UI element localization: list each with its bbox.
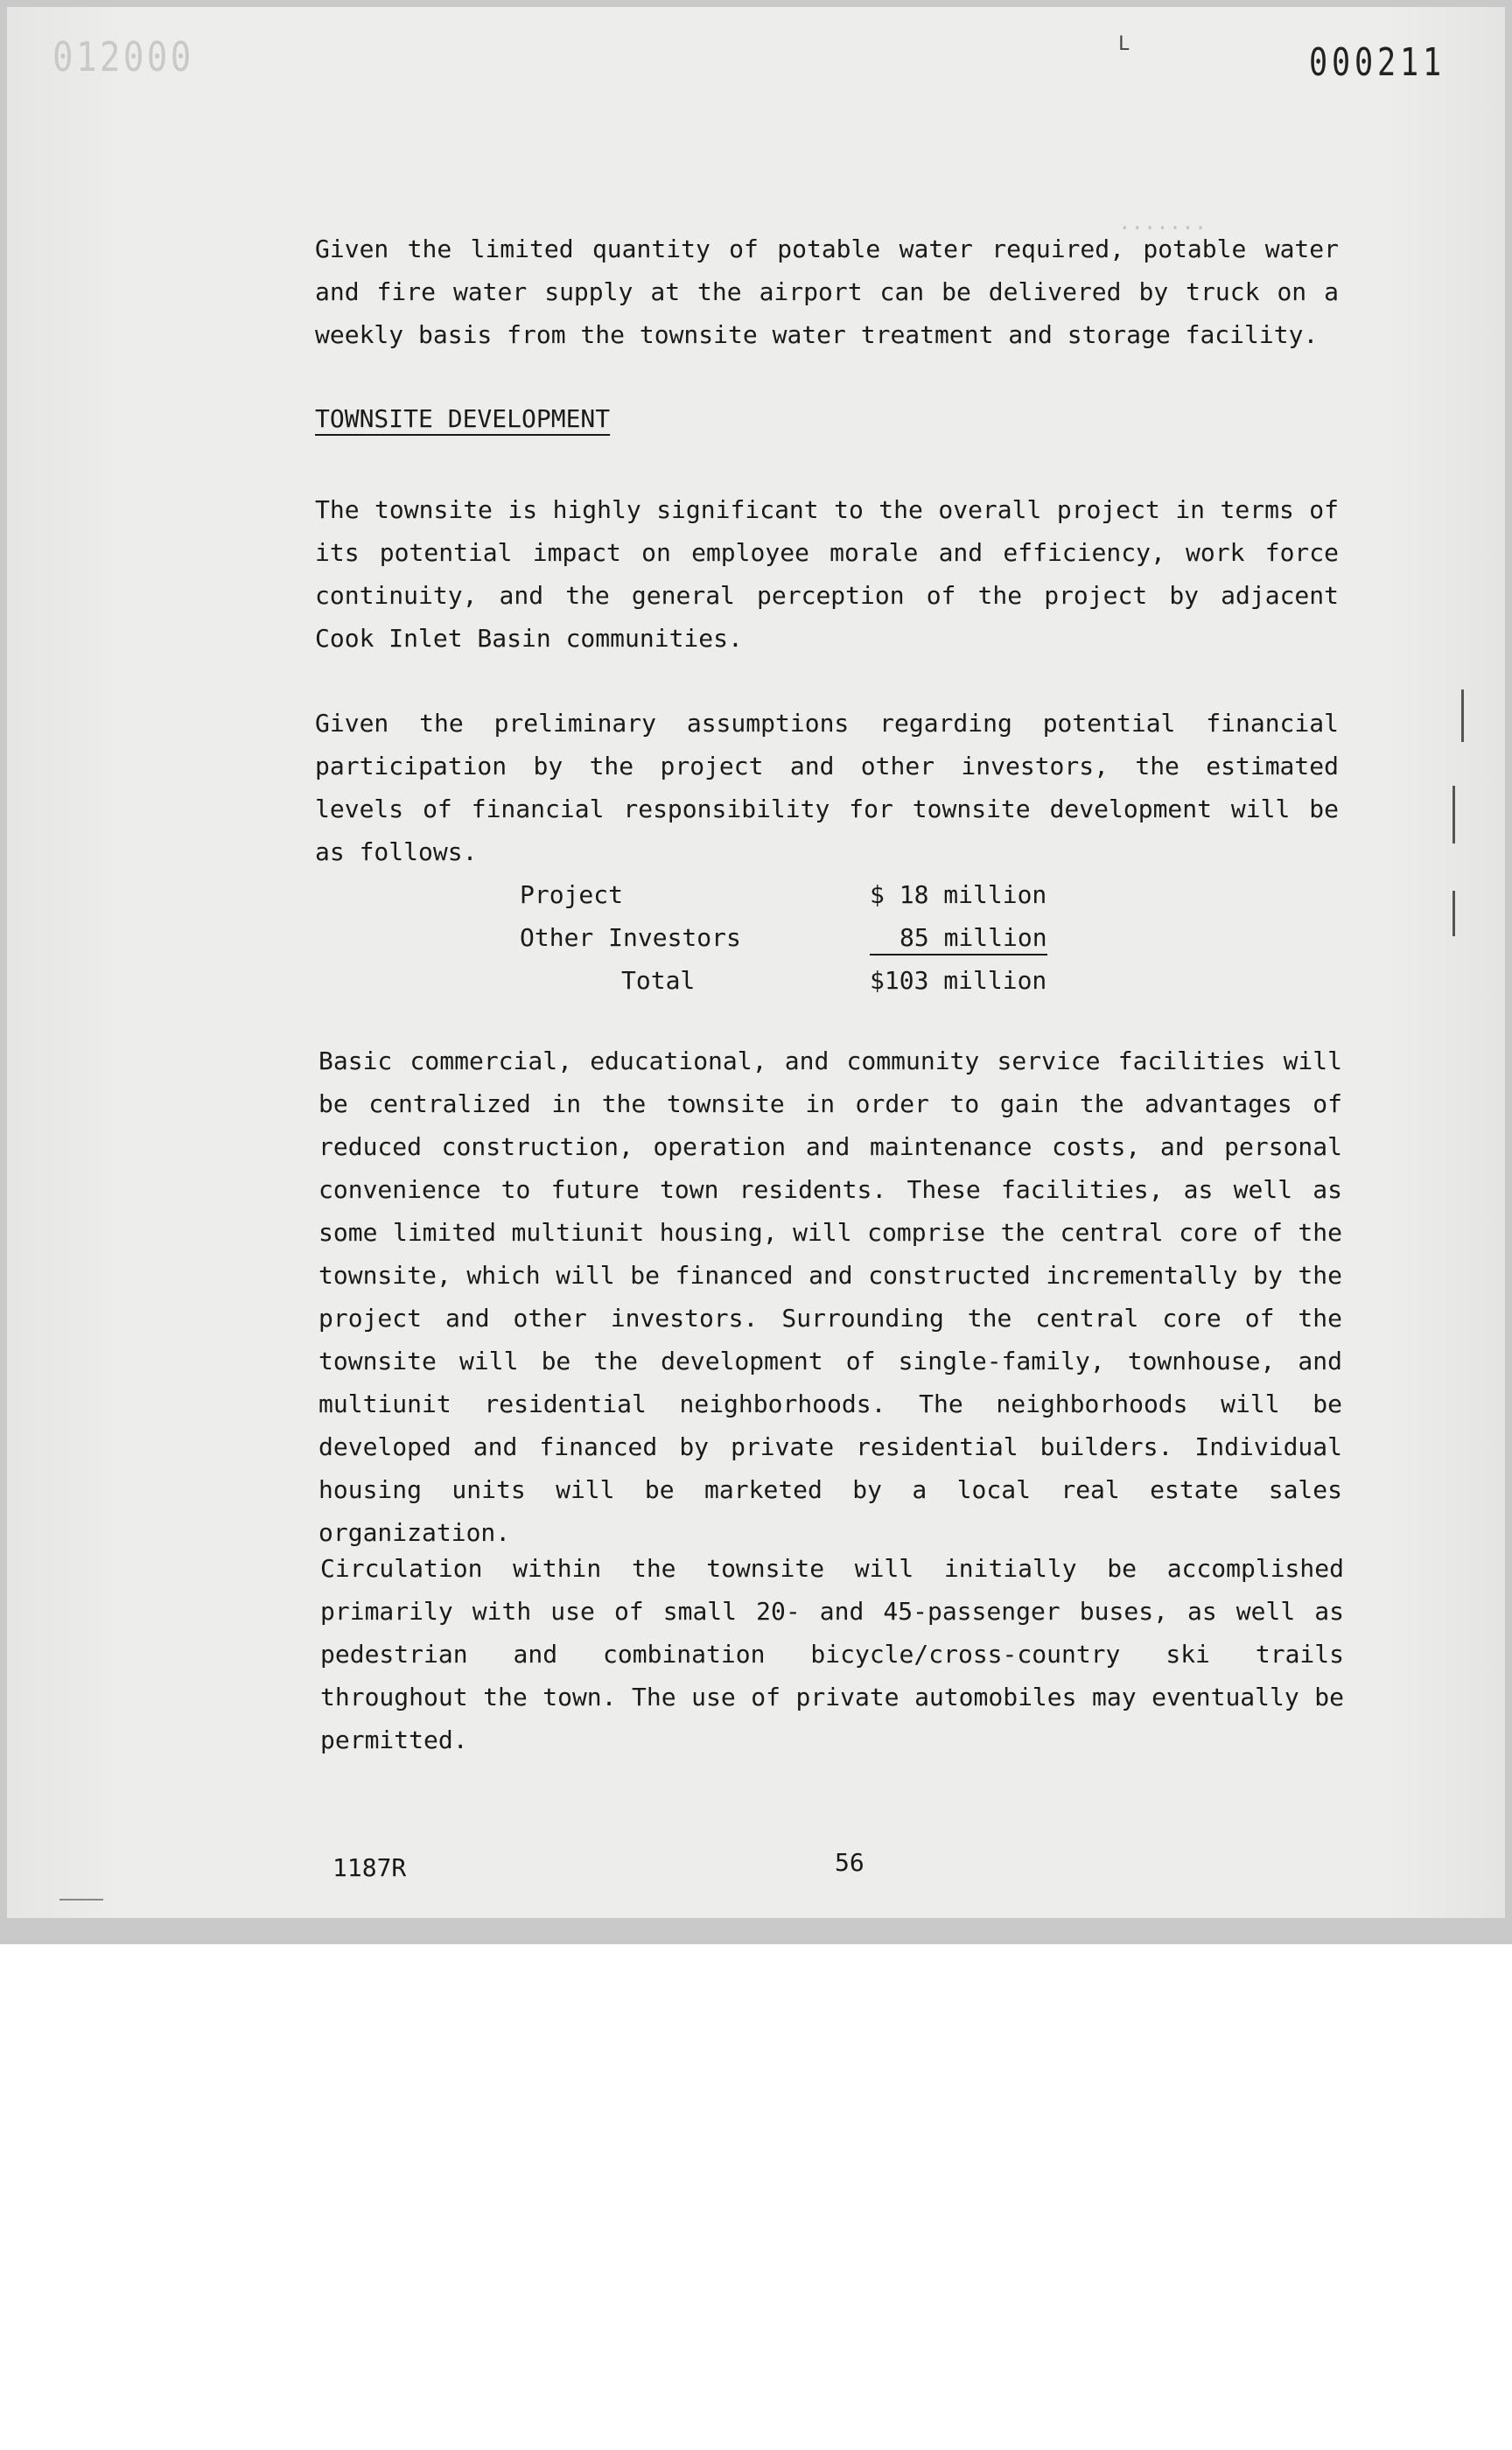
row-label: Total: [621, 966, 696, 995]
table-row: [520, 873, 1071, 916]
corner-mark: L: [1118, 33, 1130, 55]
row-amount: [870, 916, 1071, 959]
section-heading: TOWNSITE DEVELOPMENT: [315, 404, 611, 433]
paragraph-circulation: Circulation within the townsite will initially be accomplished primarily with use of small 20- and 45-passenger buses, as well as pedestrian and combination bicycle/cross-country ski trails throughout the town. The use of private automobiles may eventually be permitted.: [320, 1554, 1344, 1754]
stamp-page-number: 000211: [1309, 40, 1446, 85]
row-label: Other Investors: [520, 923, 741, 952]
footer-page-number: 56: [835, 1848, 864, 1877]
row-label: Project: [520, 880, 624, 909]
footer-document-code: 1187R: [332, 1853, 407, 1882]
faded-stamp-number: 012000: [52, 33, 194, 80]
margin-mark: [1461, 690, 1464, 742]
row-amount-value: 85 million: [870, 923, 1047, 956]
document-page: [7, 7, 1505, 1918]
table-row: [520, 916, 1071, 959]
margin-mark: [60, 1899, 103, 1900]
margin-mark: [1452, 891, 1455, 936]
table-row: [520, 959, 1071, 1002]
margin-mark: [1452, 786, 1455, 844]
paragraph-facilities: Basic commercial, educational, and community service facilities will be centralized in the townsite in order to gain the advantages of reduced construction, operation and maintenance costs, and personal convenience to future town residents. These facilities, as well as some limited multiunit housing, will comprise the central core of the townsite, which will be financed and constructed incrementally by the project and other investors. Surrounding the central core of the townsite will be the development of single-family, townhouse, and multiunit residential neighborhoods. The neighborhoods will be developed and financed by private residential builders. Individual housing units will be marketed by a local real estate sales organization.: [318, 1046, 1342, 1547]
financing-table: [520, 873, 1071, 1002]
row-amount: $ 18 million: [870, 880, 1047, 909]
row-amount: $103 million: [870, 966, 1047, 995]
paragraph-townsite-intro: The townsite is highly significant to the overall project in terms of its potential impact on employee morale and efficiency, work force continuity, and the general perception of the project by adjacent Cook Inlet Basin communities.: [315, 495, 1339, 653]
paragraph-financial: Given the preliminary assumptions regarding potential financial participation by the project and other investors, the estimated levels of financial responsibility for townsite development will be as follows.: [315, 709, 1339, 866]
bleed-through: .......: [1118, 210, 1208, 234]
paragraph-water-supply: Given the limited quantity of potable water required, potable water and fire water supply at the airport can be delivered by truck on a weekly basis from the townsite water treatment and storage facility.: [315, 234, 1339, 349]
